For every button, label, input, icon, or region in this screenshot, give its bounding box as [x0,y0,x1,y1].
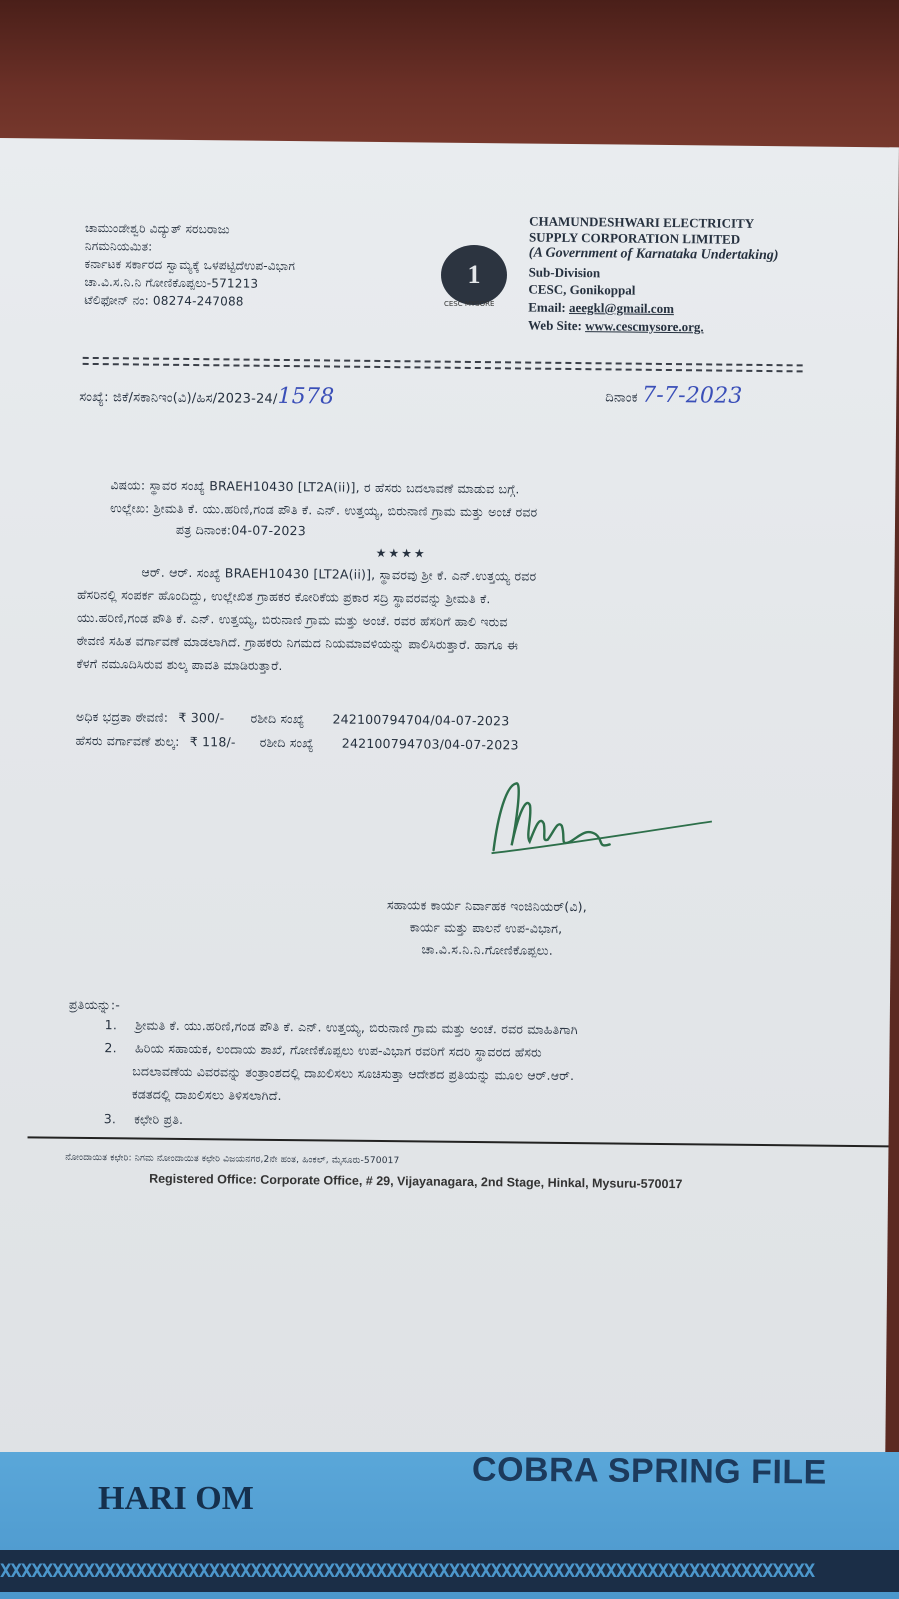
body-line-5: ಕೆಳಗೆ ನಮೂದಿಸಿರುವ ಶುಲ್ಕ ಪಾವತಿ ಮಾಡಿರುತ್ತಾರೆ. [76,655,283,673]
sub-division-name: CESC, Gonikoppal [528,281,636,298]
date-label: ದಿನಾಂಕ [605,390,638,406]
subject-line: ವಿಷಯ: ಸ್ಥಾವರ ಸಂಖ್ಯೆ BRAEH10430 [LT2A(ii)], ರ ಹೆಸರು ಬದಲಾವಣೆ ಮಾಡುವ ಬಗ್ಗೆ. [110,477,520,497]
body-line-1: ಆರ್. ಆರ್. ಸಂಖ್ಯೆ BRAEH10430 [LT2A(ii)], ಸ್ಥಾವರವು ಶ್ರೀ ಕೆ. ಎನ್.ಉತ್ತಯ್ಯ ರವರ [141,564,537,584]
receipt-label: ರಶೀದಿ ಸಂಖ್ಯೆ [250,710,305,727]
footer-registered-office-english: Registered Office: Corporate Office, # 29, Vijayanagara, 2nd Stage, Hinkal, Mysuru-570017 [149,1171,683,1192]
copies-heading: ಪ್ರತಿಯನ್ನು:- [68,996,121,1013]
document-date [605,382,742,408]
copy-text: ಹಿರಿಯ ಸಹಾಯಕ, ಲಂದಾಯ ಶಾಖೆ, ಗೋಣಿಕೊಪ್ಪಲು ಉಪ-ವಿಭಾಗ ರವರಿಗೆ ಸದರಿ ಸ್ಥಾವರದ ಹೆಸರು [134,1040,542,1060]
fee-amount: ₹ 300/- [178,709,225,726]
header-left-line-4: ಚಾ.ವಿ.ಸ.ನಿ.ನಿ ಗೋಣಿಕೊಪ್ಪಲು-571213 [84,274,259,291]
signatory-office: ಕಾರ್ಯ ಮತ್ತು ಪಾಲನೆ ಉಪ-ವಿಭಾಗ, [409,919,563,936]
signatory-designation: ಸಹಾಯಕ ಕಾರ್ಯ ನಿರ್ವಾಹಕ ಇಂಜಿನಿಯರ್(ವಿ), [386,897,588,915]
body-line-3: ಯು.ಹರಿಣಿ,ಗಂಡ ಪೌತಿ ಕೆ. ಎನ್. ಉತ್ತಯ್ಯ, ಬಿರುನಾಣಿ ಗ್ರಾಮ ಮತ್ತು ಅಂಚೆ. ರವರ ಹೆಸರಿಗೆ ಹಾಲಿ ಇರುವ [76,609,508,630]
reference-number-handwritten: 1578 [277,383,335,410]
reference-line-1: ಉಲ್ಲೇಖ: ಶ್ರೀಮತಿ ಕೆ. ಯು.ಹರಿಣಿ,ಗಂಡ ಪೌತಿ ಕೆ. ಎನ್. ಉತ್ತಯ್ಯ, ಬಿರುನಾಣಿ ಗ್ರಾಮ ಮತ್ತು ಅಂಚೆ ರವರ [110,500,538,520]
company-name-line-1: CHAMUNDESHWARI ELECTRICITY [529,213,755,231]
reference-line-2: ಪತ್ರ ದಿನಾಂಕ:04-07-2023 [175,521,306,539]
email-line [528,300,674,318]
copy-item-1 [105,1017,578,1038]
website-url: www.cescmysore.org. [585,318,704,335]
receipt-label: ರಶೀದಿ ಸಂಖ್ಯೆ [259,734,314,751]
fee-row-deposit [76,709,510,730]
government-undertaking: (A Government of Karnataka Undertaking) [528,245,779,264]
fee-label: ಅಧಿಕ ಭದ್ರತಾ ಠೇವಣಿ: [75,708,169,725]
handwritten-signature [485,775,716,872]
body-line-4: ಠೇವಣಿ ಸಹಿತ ವರ್ಗಾವಣೆ ಮಾಡಲಾಗಿದೆ. ಗ್ರಾಹಕರು ನಿಗಮದ ನಿಯಮಾವಳಿಯನ್ನು ಪಾಲಿಸಿರುತ್ತಾರೆ. ಹಾಗೂ ಈ [76,632,519,653]
header-left-line-3: ಕರ್ನಾಟಕ ಸರ್ಕಾರದ ಸ್ವಾಮ್ಯಕ್ಕೆ ಒಳಪಟ್ಟಿದೆಉಪ-ವಿಭಾಗ [84,256,296,274]
receipt-number: 242100794703/04-07-2023 [341,735,519,753]
folder-pattern-strip: XXXXXXXXXXXXXXXXXXXXXXXXXXXXXXXXXXXXXXXXXXXXXXXXXXXXXXXXXXXXXXXXXXXXXXXXXXXXXX [0,1550,899,1592]
wooden-desk-background [0,0,899,160]
email-address: aeegkl@gmail.com [568,299,675,317]
logo-caption: CESC MYSORE [444,300,495,308]
document-page [0,138,899,1487]
folder-brand-right: COBRA SPRING FILE [471,1450,827,1492]
folder-brand-left: HARI OM [98,1480,254,1517]
website-label: Web Site: [527,317,586,334]
cesc-logo-icon [441,245,507,305]
header-left-line-2: ನಿಗಮನಿಯಮಿತ: [84,238,153,254]
copy-text: ಕಛೇರಿ ಪ್ರತಿ. [134,1111,184,1127]
section-stars: ★★★★ [375,545,427,561]
logo-mark: 1 [467,260,481,289]
footer-divider [28,1136,889,1147]
copy-item-2 [104,1040,542,1061]
fee-label: ಹೆಸರು ವರ್ಗಾವಣೆ ಶುಲ್ಕ: [75,732,180,749]
copy-text: ಶ್ರೀಮತಿ ಕೆ. ಯು.ಹರಿಣಿ,ಗಂಡ ಪೌತಿ ಕೆ. ಎನ್. ಉತ್ತಯ್ಯ, ಬಿರುನಾಣಿ ಗ್ರಾಮ ಮತ್ತು ಅಂಚೆ. ರವರ ಮಾಹಿತಿಗಾಗಿ [135,1017,578,1038]
copy-number: 1. [104,1017,118,1033]
header-left-line-5: ಟೆಲಿಫೋನ್ ನಂ: 08274-247088 [84,292,244,309]
body-line-2: ಹೆಸರಿನಲ್ಲಿ ಸಂಪರ್ಕ ಹೊಂದಿದ್ದು, ಉಲ್ಲೇಖಿತ ಗ್ರಾಹಕರ ಕೋರಿಕೆಯ ಪ್ರಕಾರ ಸದ್ರಿ ಸ್ಥಾವರವನ್ನು ಶ್ರೀಮತಿ ಕೆ. [77,586,491,607]
footer-registered-office-kannada: ನೋಂದಾಯಿತ ಕಛೇರಿ: ನಿಗಮ ನೋಂದಾಯಿತ ಕಛೇರಿ ವಿಜಯನಗರ,2ನೇ ಹಂತ, ಹಿಂಕಲ್, ಮೈಸೂರು-570017 [65,1152,400,1167]
receipt-number: 242100794704/04-07-2023 [332,711,510,729]
date-handwritten: 7-7-2023 [641,382,743,409]
reference-number [79,382,334,410]
reference-number-label: ಸಂಖ್ಯೆ: ಜಿಕೆ/ಸಕಾನಿಇಂ(ವಿ)/ಹಿಸ/2023-24/ [79,389,278,407]
copy-item-2-line-2: ಬದಲಾವಣೆಯ ವಿವರವನ್ನು ತಂತ್ರಾಂಶದಲ್ಲಿ ದಾಖಲಿಸಲು ಸೂಚಿಸುತ್ತಾ ಆದೇಶದ ಪ್ರತಿಯನ್ನು ಮೂಲ ಆರ್.ಆರ್. [132,1063,575,1084]
company-name-line-2: SUPPLY CORPORATION LIMITED [528,229,741,247]
copy-item-2-line-3: ಕಡತದಲ್ಲಿ ದಾಖಲಿಸಲು ತಿಳಿಸಲಾಗಿದೆ. [131,1086,282,1104]
fee-amount: ₹ 118/- [189,734,236,750]
email-label: Email: [528,299,570,315]
copy-item-3 [104,1111,184,1128]
header-left-line-1: ಚಾಮುಂಡೇಶ್ವರಿ ವಿದ್ಯುತ್ ಸರಬರಾಜು [84,220,230,237]
copy-number: 3. [103,1111,117,1127]
website-line [528,318,704,336]
signatory-location: ಚಾ.ವಿ.ಸ.ನಿ.ನಿ.ಗೋಣಿಕೊಪ್ಪಲು. [421,941,554,958]
fee-row-name-transfer [76,733,519,754]
copy-number: 2. [104,1040,117,1056]
sub-division-label: Sub-Division [528,264,601,281]
